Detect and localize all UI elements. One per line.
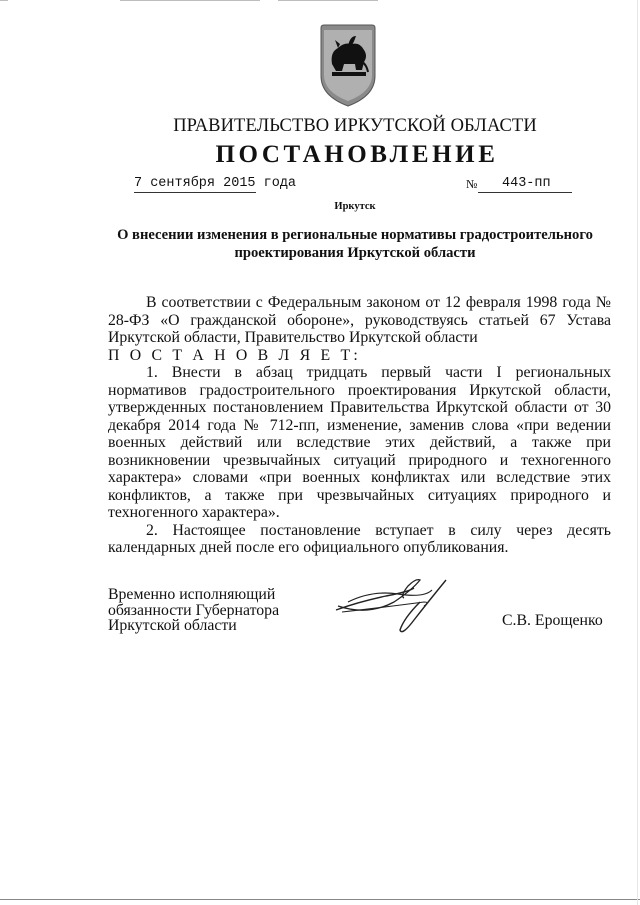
- subject-line: проектирования Иркутской области: [234, 245, 476, 261]
- number-underline: [478, 192, 572, 193]
- coat-of-arms-icon: [318, 22, 378, 108]
- document-type-title: ПОСТАНОВЛЕНИЕ: [215, 141, 499, 168]
- top-edge-line: [0, 0, 8, 1]
- position-line: обязанности Губернатора: [108, 601, 280, 619]
- org-title: ПРАВИТЕЛЬСТВО ИРКУТСКОЙ ОБЛАСТИ: [173, 116, 537, 136]
- item-paragraph: 1. Внести в абзац тридцать первый части I региональных нормативов градостроительного проектирования Иркутской области, утвержденных постановлением Правительства Иркутской области от 30 декабря 2014 года № 712-пп, изменение, заменив слова «при ведении военных действий или вследствие этих действий, а также при возникновении чрезвычайных ситуаций природного и техногенного характера» словами «при военных конфликтах или вследствие этих конфликтов, а также при чрезвычайных ситуациях природного и техногенного характера».: [108, 364, 611, 521]
- date-underline: [134, 192, 256, 193]
- item-paragraph: 2. Настоящее постановление вступает в силу через десять календарных дней после его официального опубликования.: [108, 521, 611, 556]
- document-date: 7 сентября 2015 года: [134, 176, 297, 191]
- top-edge-line: [120, 0, 260, 1]
- resolves-heading: П О С Т А Н О В Л Я Е Т:: [108, 346, 361, 364]
- position-line: Иркутской области: [108, 617, 237, 634]
- handwritten-signature-icon: [328, 572, 456, 644]
- document-body: [108, 294, 611, 557]
- signatory-name: С.В. Ерощенко: [502, 612, 603, 629]
- document-subject: [60, 226, 640, 262]
- bottom-edge-line: [0, 899, 640, 900]
- top-edge-line: [278, 0, 378, 1]
- document-number: 443-пп: [502, 176, 551, 191]
- signatory-position: [108, 587, 279, 634]
- city-label: Иркутск: [334, 201, 376, 212]
- number-label: №: [466, 177, 478, 191]
- position-line: Временно исполняющий: [108, 586, 276, 603]
- preamble-paragraph: В соответствии с Федеральным законом от 12 февраля 1998 года № 28-ФЗ «О гражданской обороне», руководствуясь статьей 67 Устава Иркутской области, Правительство Иркутской области: [108, 294, 611, 346]
- subject-line: О внесении изменения в региональные нормативы градостроительного: [117, 227, 593, 243]
